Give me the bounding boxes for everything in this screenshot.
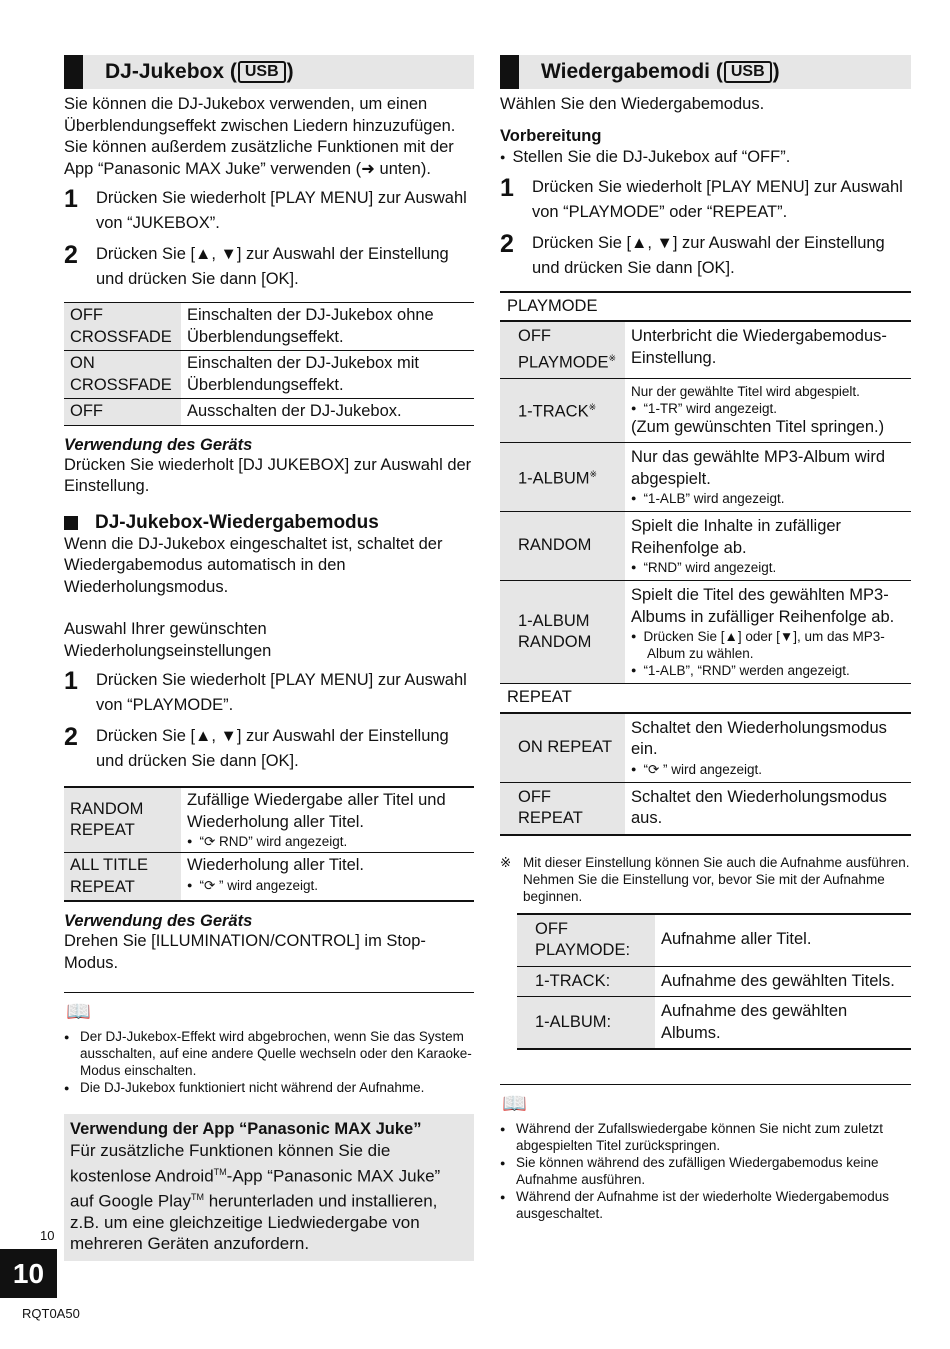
list-item: ● Die DJ-Jukebox funktioniert nicht während der Aufnahme.: [64, 1079, 474, 1096]
box-title: Verwendung der App “Panasonic MAX Juke”: [70, 1120, 422, 1138]
option-desc: Wiederholung aller Titel. ● “⟳ ” wird angezeigt.: [181, 853, 474, 902]
divider: [500, 1084, 911, 1085]
list-item: ● Der DJ-Jukebox-Effekt wird abgebrochen, wenn Sie das System ausschalten, auf eine andere Quelle wechseln oder den Karaoke-Modus einschalten.: [64, 1028, 474, 1079]
option-key: OFF CROSSFADE: [64, 303, 181, 351]
step-text: Drücken Sie [▲, ▼] zur Auswahl der Einstellung und drücken Sie dann [OK].: [96, 727, 449, 770]
option-key: OFF PLAYMODE:: [517, 914, 655, 967]
step-item: [500, 175, 911, 225]
document-id: RQT0A50: [22, 1306, 80, 1321]
step-number: 1: [64, 667, 78, 695]
table-row: [500, 378, 911, 443]
book-note-icon: 📖: [502, 1093, 525, 1115]
option-desc: Spielt die Inhalte in zufälliger Reihenfolge ab. ● “RND” wird angezeigt.: [631, 517, 842, 575]
table-row: [64, 853, 474, 902]
page-title-right: Wiedergabemodi ( USB ): [541, 60, 780, 83]
table-row: [500, 581, 911, 684]
table-row: [64, 303, 474, 351]
option-desc: Nur der gewählte Titel wird abgespielt. ● “1-TR” wird angezeigt. (Zum gewünschten Titel springen.): [631, 383, 885, 436]
step-number: 2: [64, 723, 78, 751]
footnote: [500, 854, 911, 905]
usage-heading: Verwendung des Geräts: [64, 435, 253, 454]
usage-heading: Verwendung des Geräts: [64, 912, 253, 930]
option-desc: Unterbricht die Wiedergabemodus-Einstellung.: [631, 327, 887, 367]
option-note: ● “⟳ RND” wird angezeigt.: [187, 834, 348, 849]
option-desc: Aufnahme aller Titel.: [661, 930, 812, 949]
table-caption: REPEAT: [500, 684, 911, 713]
page-title-left: DJ-Jukebox ( USB ): [105, 60, 294, 83]
option-desc: Ausschalten der DJ-Jukebox.: [187, 402, 402, 420]
table-caption: PLAYMODE: [500, 292, 911, 322]
box-text: Für zusätzliche Funktionen können Sie die kostenlose Android™-App “Panasonic MAX Juke” auf Google Play™ herunterladen und installieren, z.B. um eine gleichzeitige Liedwiedergabe von mehreren Geräten anzufordern.: [70, 1141, 441, 1254]
header-bar: [64, 55, 83, 89]
intro-text: Wählen Sie den Wiedergabemodus.: [500, 95, 765, 113]
crossfade-table: [64, 302, 474, 426]
right-column: [500, 55, 911, 1222]
option-desc: Schaltet den Wiederholungsmodus ein. ● “⟳ ” wird angezeigt.: [631, 718, 887, 777]
usb-badge: USB: [238, 61, 286, 83]
option-key: ON REPEAT: [500, 713, 625, 783]
divider: [64, 992, 474, 993]
footnote-text: Mit dieser Einstellung können Sie auch die Aufnahme ausführen. Nehmen Sie die Einstellung vor, bevor Sie mit der Aufnahme beginnen.: [523, 854, 910, 904]
option-desc: Einschalten der DJ-Jukebox mit Überblendungseffekt.: [187, 354, 420, 394]
option-desc: Schaltet den Wiederholungsmodus aus.: [631, 787, 887, 827]
notes-list: [500, 1120, 911, 1222]
book-note-icon: 📖: [66, 1001, 89, 1023]
option-key: RANDOM: [500, 512, 625, 581]
table-row: [64, 399, 474, 426]
step-number: 1: [64, 185, 78, 213]
table-row: [517, 997, 911, 1050]
table-row: [500, 782, 911, 835]
header-bar: [500, 55, 519, 89]
subsection-text: Wenn die DJ-Jukebox eingeschaltet ist, schaltet der Wiedergabemodus automatisch in den Wiederholungsmodus.: [64, 534, 443, 596]
option-desc: Zufällige Wiedergabe aller Titel und Wiederholung aller Titel. ● “⟳ RND” wird angezeigt.: [181, 787, 474, 853]
page-number-small: 10: [40, 1228, 55, 1243]
option-key: 1-TRACK:: [517, 966, 655, 997]
notes-list: [64, 1028, 474, 1096]
table-caption-row: [500, 684, 911, 713]
option-desc: Spielt die Titel des gewählten MP3-Albums in zufälliger Reihenfolge ab. ● Drücken Sie [▲] oder [▼], um das MP3-Album zu wählen. ● “1-ALB”, “RND” werden angezeigt.: [631, 586, 895, 678]
repeat-arrow-icon: ⟳: [647, 761, 660, 777]
option-key: ALL TITLE REPEAT: [64, 853, 181, 902]
table-row: [517, 914, 911, 967]
repeat-arrow-icon: ⟳: [203, 834, 216, 849]
list-item: ● Während der Zufallswiedergabe können Sie nicht zum zuletzt abgespielten Titel zurückspringen.: [500, 1120, 911, 1154]
square-bullet-icon: [64, 516, 78, 530]
step-item: [64, 724, 474, 774]
option-key: OFF REPEAT: [500, 782, 625, 835]
usb-badge: USB: [724, 61, 772, 83]
step-item: [64, 186, 474, 236]
table-row: [500, 512, 911, 581]
table-row: [517, 966, 911, 997]
option-key: OFF: [64, 399, 181, 426]
app-info-box: [64, 1114, 474, 1261]
step-text: Drücken Sie wiederholt [PLAY MENU] zur Auswahl von “PLAYMODE”.: [96, 671, 467, 714]
record-table-wrap: [517, 913, 911, 1051]
option-key: 1-ALBUM RANDOM: [500, 581, 625, 684]
step-text: Drücken Sie wiederholt [PLAY MENU] zur Auswahl von “PLAYMODE” oder “REPEAT”.: [532, 177, 903, 221]
option-key: 1-TRACK※: [500, 378, 625, 443]
table-row: [64, 351, 474, 399]
option-key: OFF PLAYMODE※: [500, 321, 625, 378]
section-header-wiedergabemodi: [500, 55, 911, 89]
subsection-text-2: Auswahl Ihrer gewünschten Wiederholungseinstellungen: [64, 620, 272, 660]
list-item: ● Während der Aufnahme ist der wiederholte Wiedergabemodus ausgeschaltet.: [500, 1188, 911, 1222]
subsection-title: DJ-Jukebox-Wiedergabemodus: [64, 512, 474, 534]
table-caption-row: [500, 292, 911, 322]
record-table: [517, 913, 911, 1051]
step-number: 2: [64, 241, 78, 269]
prep-heading: Vorbereitung: [500, 126, 602, 145]
list-item: ● Sie können während des zufälligen Wiedergabemodus keine Aufnahme ausführen.: [500, 1154, 911, 1188]
option-key: RANDOM REPEAT: [64, 787, 181, 853]
intro-text: Sie können die DJ-Jukebox verwenden, um einen Überblendungseffekt zwischen Liedern hinzuzufügen. Sie können außerdem zusätzliche Funktionen mit der App “Panasonic MAX Juke” verwenden (➜ unten).: [64, 95, 456, 178]
footnote-mark: ※: [500, 854, 512, 870]
step-number: 2: [500, 229, 514, 258]
table-row: [500, 713, 911, 783]
step-text: Drücken Sie [▲, ▼] zur Auswahl der Einstellung und drücken Sie dann [OK].: [96, 245, 449, 288]
option-desc: Einschalten der DJ-Jukebox ohne Überblendungseffekt.: [187, 306, 434, 346]
option-key: 1-ALBUM※: [500, 443, 625, 512]
usage-text: Drehen Sie [ILLUMINATION/CONTROL] im Stop-Modus.: [64, 932, 426, 972]
step-item: [500, 231, 911, 281]
table-row: [64, 787, 474, 853]
step-number: 1: [500, 173, 514, 202]
page-number-tab: 10: [0, 1249, 57, 1298]
steps-jukebox: [64, 186, 474, 292]
option-note: ● “⟳ ” wird angezeigt.: [187, 877, 319, 893]
option-desc: Nur das gewählte MP3-Album wird abgespielt. ● “1-ALB” wird angezeigt.: [631, 448, 886, 506]
step-item: [64, 242, 474, 292]
step-item: [64, 668, 474, 718]
option-key: ON CROSSFADE: [64, 351, 181, 399]
steps-wiedergabe: [500, 175, 911, 281]
repeat-table: [64, 786, 474, 902]
repeat-arrow-icon: ⟳: [203, 877, 216, 893]
table-row: [500, 321, 911, 378]
prep-item: ● Stellen Sie die DJ-Jukebox auf “OFF”.: [500, 148, 791, 166]
section-header-dj-jukebox: [64, 55, 474, 89]
option-desc: Aufnahme des gewählten Titels.: [661, 971, 895, 990]
option-key: 1-ALBUM:: [517, 997, 655, 1050]
step-text: Drücken Sie wiederholt [PLAY MENU] zur Auswahl von “JUKEBOX”.: [96, 189, 467, 232]
left-column: [64, 55, 474, 1261]
step-text: Drücken Sie [▲, ▼] zur Auswahl der Einstellung und drücken Sie dann [OK].: [532, 233, 885, 277]
steps-playmode: [64, 668, 474, 774]
table-row: [500, 443, 911, 512]
option-desc: Aufnahme des gewählten Albums.: [661, 1002, 848, 1042]
playmode-table: [500, 291, 911, 836]
usage-text: Drücken Sie wiederholt [DJ JUKEBOX] zur Auswahl der Einstellung.: [64, 455, 472, 495]
